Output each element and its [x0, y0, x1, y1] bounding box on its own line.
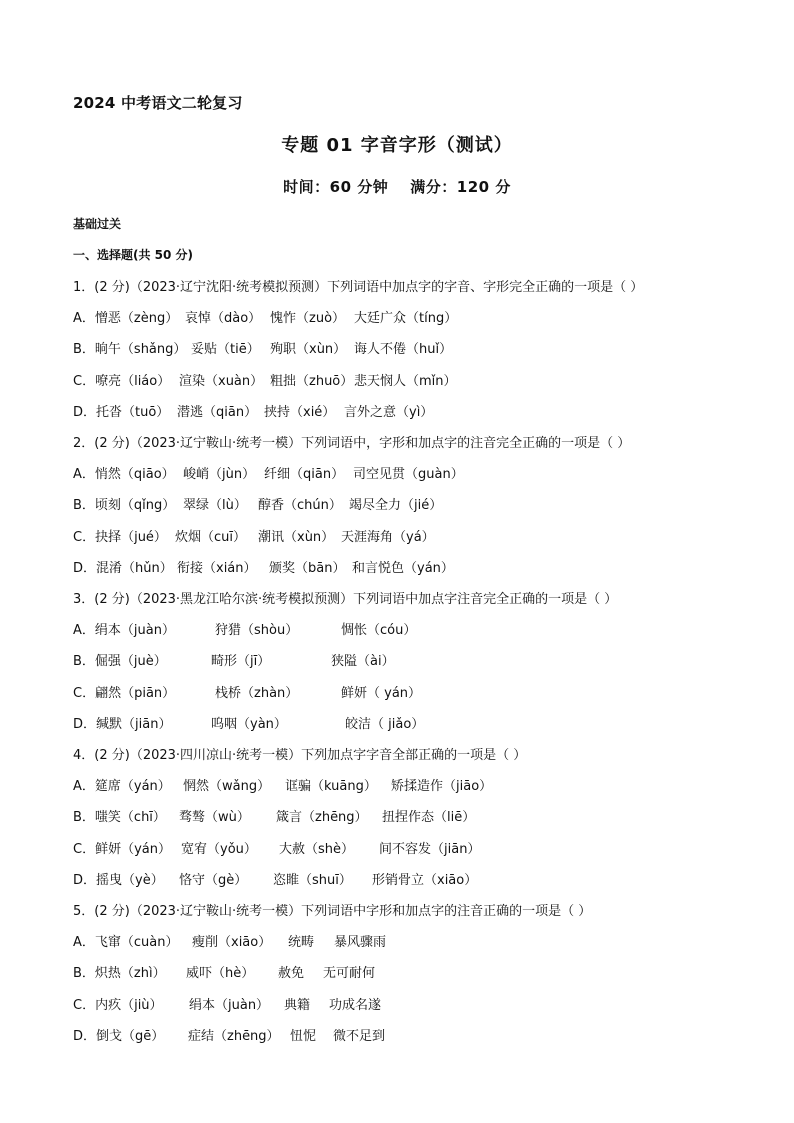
course-header: 2024 中考语文二轮复习	[73, 94, 243, 112]
option-term: 皎洁（ jiǎo）	[345, 717, 425, 732]
question-2-option-c	[73, 526, 435, 545]
option-term: C．鲜妍（yán）	[73, 842, 171, 857]
option-term: 恪守（gè）	[179, 873, 248, 888]
option-term: 畸形（jī）	[211, 654, 271, 669]
option-term: 大廷广众（tíng）	[354, 311, 458, 326]
option-term: D．托沓（tuō）	[73, 405, 170, 420]
section-one-heading: 一、选择题(共 50 分)	[73, 248, 194, 262]
option-term: 统畴	[288, 935, 315, 950]
option-term: 峻峭（jùn）	[183, 467, 256, 482]
option-term: A．憎恶（zèng）	[73, 311, 179, 326]
option-term: 潮讯（xùn）	[258, 530, 335, 545]
option-term: 瘦削（xiāo）	[192, 935, 272, 950]
option-term: 呜咽（yàn）	[211, 717, 287, 732]
option-term: 功成名遂	[329, 998, 382, 1013]
option-term: D．混淆（hǔn）	[73, 561, 173, 576]
option-term: C．嘹亮（liáo）	[73, 374, 171, 389]
option-term: 宽宥（yǒu）	[181, 842, 257, 857]
option-term: 鲜妍（ yán）	[341, 686, 422, 701]
time-label: 时间：60 分钟	[283, 178, 389, 196]
option-term: 惘然（wǎng）	[183, 779, 271, 794]
option-term: D．倒戈（gē）	[73, 1029, 165, 1044]
option-term: D．缄默（jiān）	[73, 717, 172, 732]
option-term: 醇香（chún）	[258, 498, 342, 513]
option-term: C．内疚（jiù）	[73, 998, 163, 1013]
option-term: 竭尽全力（jié）	[349, 498, 443, 513]
section-basic-heading: 基础过关	[73, 217, 122, 231]
question-2-option-b	[73, 494, 443, 513]
option-term: A．飞窜（cuàn）	[73, 935, 179, 950]
question-5-stem: 5．(2 分)（2023·辽宁鞍山·统考一模）下列词语中字形和加点字的注音正确的一项是（ ）	[73, 904, 592, 919]
option-term: 粗拙（zhuō）	[270, 374, 354, 389]
option-term: 症结（zhēng）	[188, 1029, 280, 1044]
option-term: 炊烟（cuī）	[175, 530, 246, 545]
option-term: 恣睢（shuī）	[273, 873, 352, 888]
option-term: B．嗤笑（chī）	[73, 810, 166, 825]
option-term: 形销骨立（xiāo）	[372, 873, 478, 888]
option-term: 悲天悯人（mǐn）	[354, 374, 457, 389]
question-4-option-b	[73, 806, 476, 825]
option-term: B．晌午（shǎng）	[73, 342, 187, 357]
option-term: C．翩然（piān）	[73, 686, 176, 701]
option-term: 惆怅（cóu）	[341, 623, 417, 638]
option-term: C．抉择（jué）	[73, 530, 167, 545]
question-5-option-b	[73, 962, 376, 981]
question-5-option-d	[73, 1025, 386, 1044]
page-title: 专题 01 字音字形（测试）	[281, 135, 513, 156]
option-term: 诲人不倦（huǐ）	[354, 342, 453, 357]
option-term: B．炽热（zhì）	[73, 966, 166, 981]
option-term: 骛骜（wù）	[179, 810, 250, 825]
option-term: 狩猎（shòu）	[215, 623, 299, 638]
question-1-option-c	[73, 370, 457, 389]
option-term: 矫揉造作（jiāo）	[391, 779, 493, 794]
option-term: 暴风骤雨	[334, 935, 387, 950]
question-3-stem: 3．(2 分)（2023·黑龙江哈尔滨·统考模拟预测）下列词语中加点字注音完全正确的一项是（ ）	[73, 592, 618, 607]
question-4-option-d	[73, 869, 478, 888]
question-4-stem: 4．(2 分)（2023·四川凉山·统考一模）下列加点字字音全部正确的一项是（ ）	[73, 748, 527, 763]
option-term: B．倔强（juè）	[73, 654, 167, 669]
option-term: 天涯海角（yá）	[341, 530, 435, 545]
option-term: 扭捏作态（liē）	[382, 810, 476, 825]
option-term: 愧怍（zuò）	[270, 311, 346, 326]
option-term: 妥贴（tiē）	[191, 342, 260, 357]
question-5-option-c	[73, 994, 382, 1013]
option-term: A．悄然（qiāo）	[73, 467, 175, 482]
option-term: A．绢本（juàn）	[73, 623, 175, 638]
option-term: 忸怩	[290, 1029, 317, 1044]
question-1-option-d	[73, 401, 434, 420]
option-term: 威吓（hè）	[186, 966, 255, 981]
option-term: 无可耐何	[323, 966, 376, 981]
option-term: 典籍	[284, 998, 311, 1013]
question-3-option-a	[73, 619, 417, 638]
option-term: 殉职（xùn）	[270, 342, 347, 357]
option-term: 衔接（xián）	[177, 561, 257, 576]
question-1-stem: 1．(2 分)（2023·辽宁沈阳·统考模拟预测）下列词语中加点字的字音、字形完全正确的一项是（ ）	[73, 280, 644, 295]
option-term: 栈桥（zhàn）	[215, 686, 299, 701]
question-4-option-a	[73, 775, 493, 794]
option-term: 渲染（xuàn）	[179, 374, 264, 389]
option-term: B．顷刻（qǐng）	[73, 498, 176, 513]
option-term: D．摇曳（yè）	[73, 873, 164, 888]
option-term: 诓骗（kuāng）	[285, 779, 377, 794]
question-3-option-d	[73, 713, 425, 732]
question-5-option-a	[73, 931, 387, 950]
question-2-option-d	[73, 557, 454, 576]
question-3-option-b	[73, 650, 395, 669]
option-term: 绢本（juàn）	[189, 998, 270, 1013]
option-term: 颁奖（bān）	[269, 561, 346, 576]
option-term: 赦免	[278, 966, 305, 981]
question-2-option-a	[73, 463, 464, 482]
exam-info	[0, 176, 794, 197]
question-3-option-c	[73, 682, 422, 701]
question-4-option-c	[73, 838, 481, 857]
question-1-option-b	[73, 338, 453, 357]
question-1-option-a	[73, 307, 458, 326]
option-term: 翠绿（lù）	[183, 498, 247, 513]
option-term: 大赦（shè）	[279, 842, 355, 857]
question-2-stem: 2．(2 分)（2023·辽宁鞍山·统考一模）下列词语中，字形和加点字的注音完全正确的一项是（ ）	[73, 436, 631, 451]
option-term: 潜逃（qiān）	[177, 405, 258, 420]
option-term: 言外之意（yì）	[344, 405, 434, 420]
option-term: A．筵席（yán）	[73, 779, 171, 794]
score-label: 满分：120 分	[410, 178, 511, 196]
option-term: 司空见贯（guàn）	[353, 467, 464, 482]
option-term: 哀悼（dào）	[185, 311, 262, 326]
option-term: 和言悦色（yán）	[352, 561, 454, 576]
option-term: 狭隘（ài）	[331, 654, 395, 669]
option-term: 微不足到	[333, 1029, 386, 1044]
option-term: 间不容发（jiān）	[379, 842, 481, 857]
option-term: 纤细（qiān）	[264, 467, 345, 482]
option-term: 箴言（zhēng）	[276, 810, 368, 825]
option-term: 挟持（xié）	[264, 405, 336, 420]
